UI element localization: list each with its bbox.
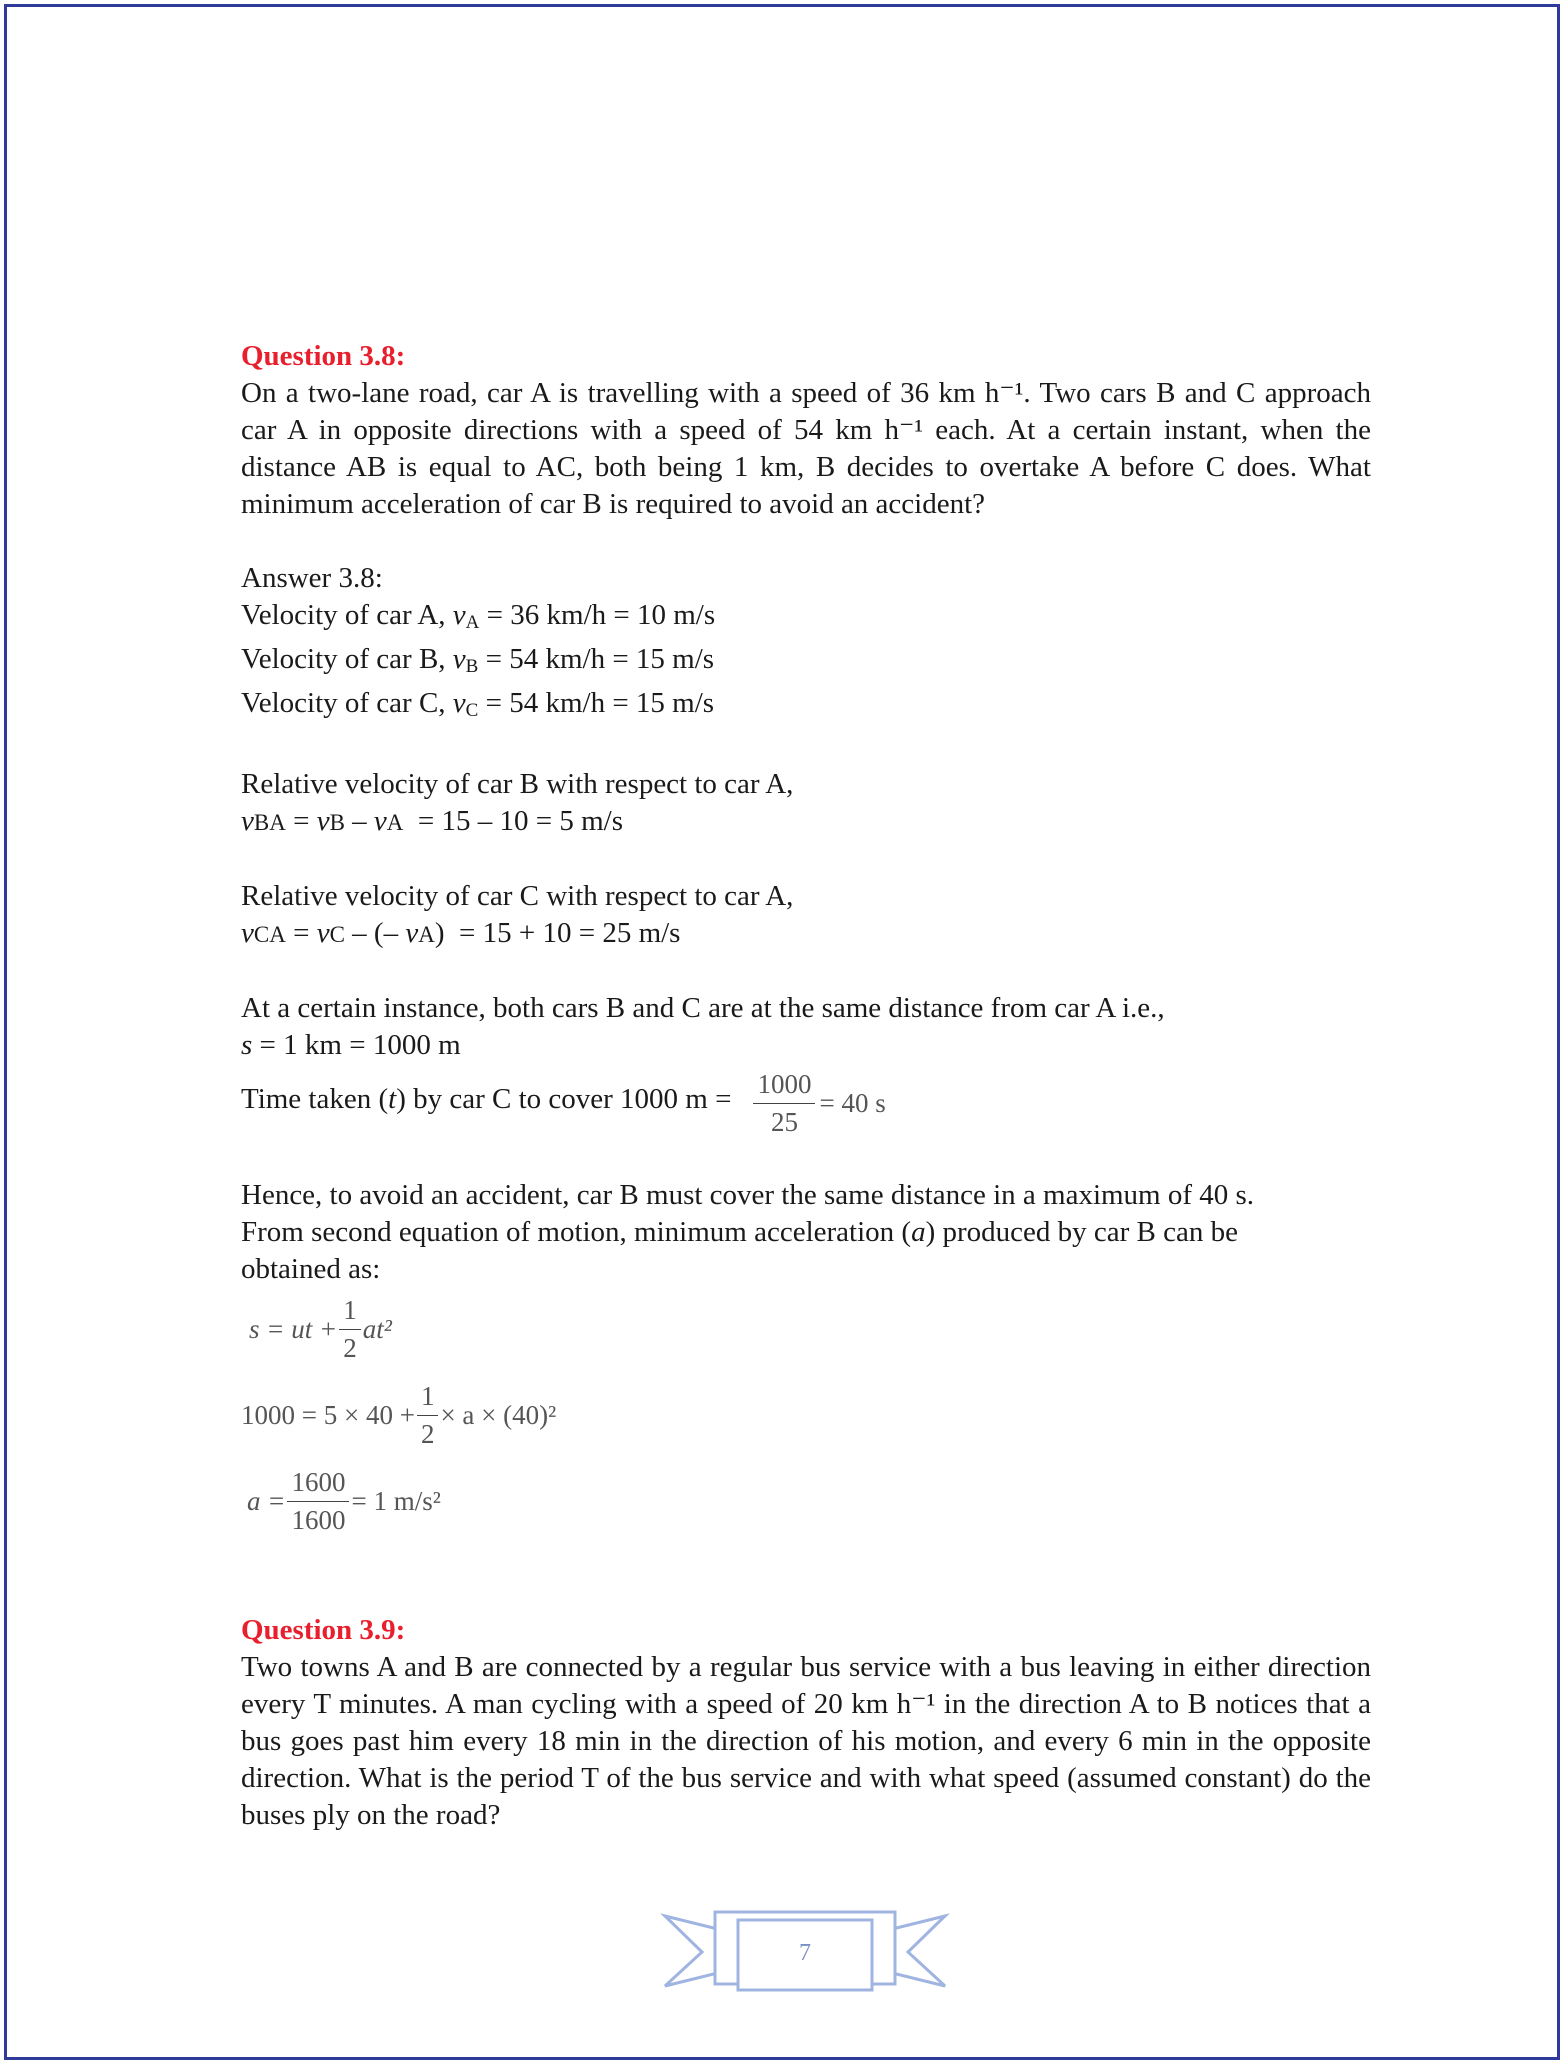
question-3-8-heading: Question 3.8: — [241, 340, 406, 372]
obtained-text: obtained as: — [241, 1253, 381, 1285]
question-3-9-heading: Question 3.9: — [241, 1614, 406, 1646]
distance-value-line: s = 1 km = 1000 m — [241, 1029, 461, 1061]
relative-velocity-ca-text: Relative velocity of car C with respect to car A, — [241, 880, 794, 912]
time-result: = 40 s — [819, 1088, 886, 1118]
equation-second-law: s = ut + $\frac{1}{2}$ at² — [249, 1294, 392, 1363]
hence-text: Hence, to avoid an accident, car B must cover the same distance in a maximum of 40 s. — [241, 1179, 1255, 1211]
time-taken-line: Time taken ( t ) by car C to cover 1000 m = $\frac{1000}{25}$ = 40 s — [241, 1058, 1371, 1141]
answer-3-8-heading: Answer 3.8: — [241, 562, 383, 594]
question-3-9-text: Two towns A and B are connected by a regular bus service with a bus leaving in either direction every T minutes. A man cycling with a speed of 20 km h⁻¹ in the direction A to B notices that a bus goes past him every 18 min in the direction of his motion, and every 6 min in the opposite direction. What is the period T of the bus service and with what speed (assumed constant) do the buses ply on the road? — [241, 1651, 1371, 1831]
relative-velocity-ca-equation: vCA = vC – (– vA) = 15 + 10 = 25 m/s — [241, 917, 681, 949]
page-footer — [660, 1908, 950, 1994]
velocity-c-line: Velocity of car C, $v_C = 54$ km/h = 15 m/s — [241, 687, 715, 721]
question-3-8-text: On a two-lane road, car A is travelling with a speed of 36 km h⁻¹. Two cars B and C approach car A in opposite directions with a speed of 54 km h⁻¹ each. At a certain instant, when the distance AB is equal to AC, both being 1 km, B decides to overtake A before C does. What minimum acceleration of car B is required to avoid an accident? — [241, 377, 1371, 520]
time-fraction: $\frac{1000}{25}$ — [753, 1066, 815, 1141]
page-number: 7 — [799, 1940, 811, 1966]
equation-acceleration-result: a = $\frac{1600}{1600}$ = 1 m/s² — [247, 1466, 441, 1535]
equation-substitution: 1000 = 5 × 40 + $\frac{1}{2}$ × a × (40)² — [241, 1380, 557, 1449]
distance-text: At a certain instance, both cars B and C are at the same distance from car A i.e., — [241, 992, 1165, 1024]
motion-text: From second equation of motion, minimum acceleration (a) produced by car B can be — [241, 1216, 1238, 1248]
velocity-b-line: Velocity of car B, $v_B = 54$ km/h = 15 m/s — [241, 643, 715, 677]
relative-velocity-ba-equation: vBA = vB – vA = 15 – 10 = 5 m/s — [241, 805, 624, 837]
relative-velocity-ba-text: Relative velocity of car B with respect to car A, — [241, 768, 794, 800]
page-content — [241, 338, 1371, 1834]
velocity-a-line: Velocity of car A, $v_A = 36$ km/h = 10 m/s — [241, 599, 716, 633]
